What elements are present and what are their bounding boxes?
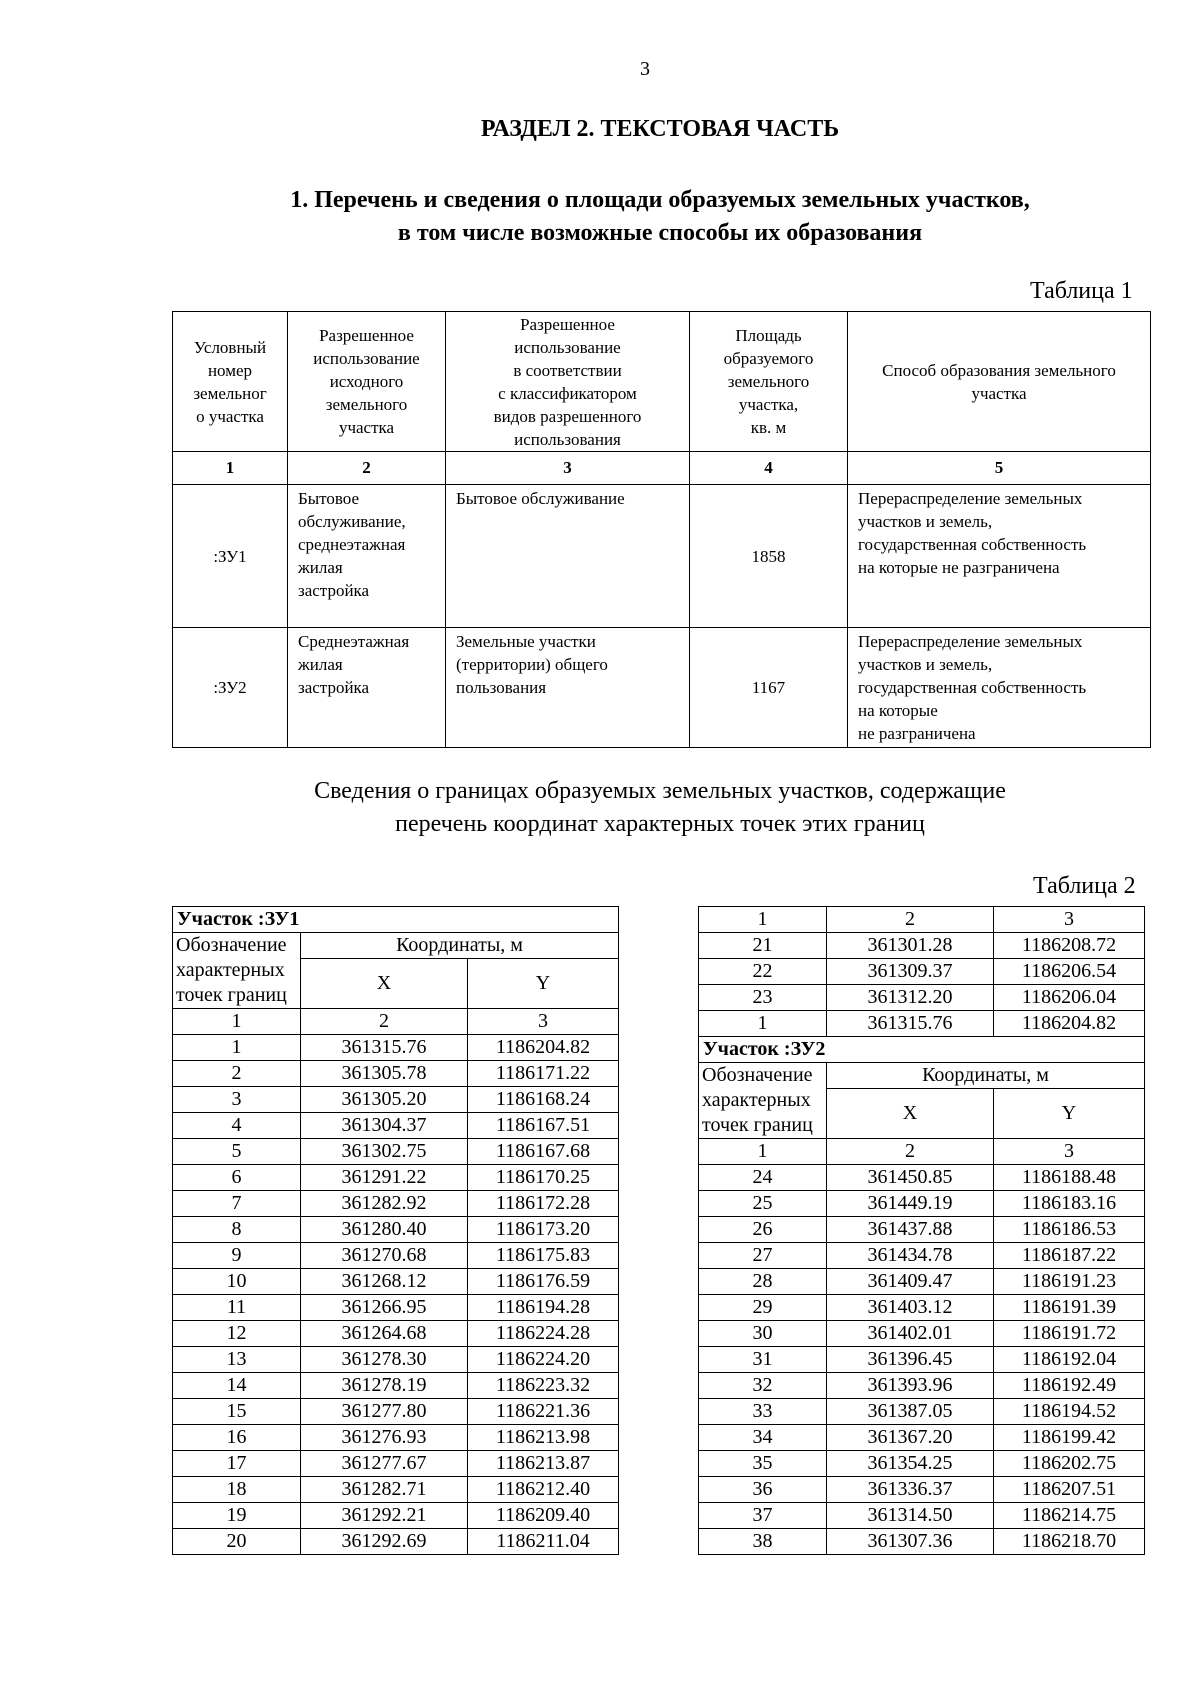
column-number: 3: [468, 1009, 619, 1035]
table-row: [173, 1321, 619, 1347]
point-number: 9: [173, 1243, 301, 1269]
designation-header: Обозначение характерных точек границ: [699, 1063, 827, 1139]
table-row: [699, 1217, 1145, 1243]
table-row: [699, 959, 1145, 985]
point-number: 15: [173, 1399, 301, 1425]
y-coordinate: 1186213.98: [468, 1425, 619, 1451]
y-coordinate: 1186170.25: [468, 1165, 619, 1191]
x-coordinate: 361403.12: [827, 1295, 994, 1321]
x-coordinate: 361270.68: [301, 1243, 468, 1269]
header-cell: Площадь образуемого земельного участка, кв. м: [690, 312, 848, 452]
point-number: 24: [699, 1165, 827, 1191]
y-coordinate: 1186213.87: [468, 1451, 619, 1477]
table-row: [173, 1061, 619, 1087]
point-number: 13: [173, 1347, 301, 1373]
plot-2-points: [699, 1165, 1145, 1555]
x-coordinate: 361305.78: [301, 1061, 468, 1087]
y-coordinate: 1186206.54: [994, 959, 1145, 985]
column-number: 1: [173, 452, 288, 485]
table-row: [173, 1087, 619, 1113]
point-number: 4: [173, 1113, 301, 1139]
x-coordinate: 361314.50: [827, 1503, 994, 1529]
plot-1-points: [173, 1035, 619, 1555]
x-coordinate: 361434.78: [827, 1243, 994, 1269]
table-row: [173, 1503, 619, 1529]
table-1-column-numbers-row: [173, 452, 1151, 485]
column-number: 4: [690, 452, 848, 485]
plot-area: 1167: [690, 628, 848, 748]
point-number: 38: [699, 1529, 827, 1555]
y-coordinate: 1186191.39: [994, 1295, 1145, 1321]
x-coordinate: 361301.28: [827, 933, 994, 959]
y-coordinate: 1186206.04: [994, 985, 1145, 1011]
table-row: [173, 1139, 619, 1165]
table-row: [173, 485, 1151, 628]
table-row: [699, 1529, 1145, 1555]
point-number: 3: [173, 1087, 301, 1113]
y-coordinate: 1186192.04: [994, 1347, 1145, 1373]
x-coordinate: 361367.20: [827, 1425, 994, 1451]
point-number: 14: [173, 1373, 301, 1399]
y-coordinate: 1186175.83: [468, 1243, 619, 1269]
table-row: [699, 1269, 1145, 1295]
x-header: X: [301, 959, 468, 1009]
y-coordinate: 1186191.23: [994, 1269, 1145, 1295]
table-1-label: Таблица 1: [1030, 278, 1133, 304]
y-coordinate: 1186224.28: [468, 1321, 619, 1347]
y-coordinate: 1186204.82: [468, 1035, 619, 1061]
original-use: Бытовое обслуживание, среднеэтажная жилая застройка: [288, 485, 446, 628]
y-header: Y: [468, 959, 619, 1009]
point-number: 17: [173, 1451, 301, 1477]
point-number: 33: [699, 1399, 827, 1425]
column-number: 1: [699, 1139, 827, 1165]
table-row: [173, 1451, 619, 1477]
x-coordinate: 361307.36: [827, 1529, 994, 1555]
y-coordinate: 1186224.20: [468, 1347, 619, 1373]
table-1-header-row: [173, 312, 1151, 452]
table-row: [699, 1451, 1145, 1477]
point-number: 22: [699, 959, 827, 985]
x-coordinate: 361277.67: [301, 1451, 468, 1477]
point-number: 10: [173, 1269, 301, 1295]
table-row: [173, 1295, 619, 1321]
point-number: 16: [173, 1425, 301, 1451]
point-number: 26: [699, 1217, 827, 1243]
x-coordinate: 361282.92: [301, 1191, 468, 1217]
plot-title: Участок :ЗУ2: [699, 1037, 1145, 1063]
table-row: [173, 628, 1151, 748]
point-number: 35: [699, 1451, 827, 1477]
classified-use: Бытовое обслуживание: [446, 485, 690, 628]
column-number: 2: [301, 1009, 468, 1035]
point-number: 20: [173, 1529, 301, 1555]
table-row: [173, 1113, 619, 1139]
x-coordinate: 361304.37: [301, 1113, 468, 1139]
x-coordinate: 361396.45: [827, 1347, 994, 1373]
plot-1-points-continued: [699, 933, 1145, 1037]
x-coordinate: 361266.95: [301, 1295, 468, 1321]
y-coordinate: 1186221.36: [468, 1399, 619, 1425]
point-number: 1: [173, 1035, 301, 1061]
y-coordinate: 1186188.48: [994, 1165, 1145, 1191]
y-header: Y: [994, 1089, 1145, 1139]
table-row: [699, 1373, 1145, 1399]
column-number: 2: [288, 452, 446, 485]
table-row: [173, 1269, 619, 1295]
y-coordinate: 1186191.72: [994, 1321, 1145, 1347]
table-row: [173, 1165, 619, 1191]
column-number: 3: [446, 452, 690, 485]
y-coordinate: 1186172.28: [468, 1191, 619, 1217]
table-row: [173, 1191, 619, 1217]
x-coordinate: 361312.20: [827, 985, 994, 1011]
point-number: 18: [173, 1477, 301, 1503]
x-coordinate: 361278.19: [301, 1373, 468, 1399]
x-coordinate: 361280.40: [301, 1217, 468, 1243]
x-coordinate: 361309.37: [827, 959, 994, 985]
x-header: X: [827, 1089, 994, 1139]
coordinates-header: Координаты, м: [827, 1063, 1145, 1089]
y-coordinate: 1186209.40: [468, 1503, 619, 1529]
y-coordinate: 1186214.75: [994, 1503, 1145, 1529]
table-row: [699, 1191, 1145, 1217]
x-coordinate: 361268.12: [301, 1269, 468, 1295]
y-coordinate: 1186167.68: [468, 1139, 619, 1165]
x-coordinate: 361402.01: [827, 1321, 994, 1347]
designation-header: Обозначение характерных точек границ: [173, 933, 301, 1009]
table-row: [173, 1373, 619, 1399]
coordinates-title-line-2: перечень координат характерных точек этих границ: [395, 811, 925, 837]
table-row: [699, 1425, 1145, 1451]
x-coordinate: 361354.25: [827, 1451, 994, 1477]
y-coordinate: 1186223.32: [468, 1373, 619, 1399]
table-row: [699, 1503, 1145, 1529]
y-coordinate: 1186176.59: [468, 1269, 619, 1295]
x-coordinate: 361291.22: [301, 1165, 468, 1191]
table-row: [699, 1321, 1145, 1347]
table-row: [173, 1243, 619, 1269]
point-number: 27: [699, 1243, 827, 1269]
point-number: 36: [699, 1477, 827, 1503]
subtitle: [0, 184, 1200, 250]
point-number: 2: [173, 1061, 301, 1087]
point-number: 21: [699, 933, 827, 959]
coordinates-title: [0, 775, 1200, 841]
table-row: [173, 1477, 619, 1503]
point-number: 8: [173, 1217, 301, 1243]
table-row: [173, 1347, 619, 1373]
plot-title: Участок :ЗУ1: [173, 907, 619, 933]
x-coordinate: 361315.76: [301, 1035, 468, 1061]
column-number: 5: [848, 452, 1151, 485]
header-cell: Разрешенное использование в соответствии с классификатором видов разрешенного использования: [446, 312, 690, 452]
point-number: 7: [173, 1191, 301, 1217]
y-coordinate: 1186218.70: [994, 1529, 1145, 1555]
point-number: 6: [173, 1165, 301, 1191]
header-cell: Способ образования земельного участка: [848, 312, 1151, 452]
x-coordinate: 361305.20: [301, 1087, 468, 1113]
point-number: 5: [173, 1139, 301, 1165]
y-coordinate: 1186187.22: [994, 1243, 1145, 1269]
y-coordinate: 1186199.42: [994, 1425, 1145, 1451]
point-number: 32: [699, 1373, 827, 1399]
x-coordinate: 361409.47: [827, 1269, 994, 1295]
x-coordinate: 361302.75: [301, 1139, 468, 1165]
x-coordinate: 361450.85: [827, 1165, 994, 1191]
y-coordinate: 1186194.52: [994, 1399, 1145, 1425]
x-coordinate: 361393.96: [827, 1373, 994, 1399]
page-number: 3: [640, 58, 650, 80]
table-row: [173, 1035, 619, 1061]
y-coordinate: 1186186.53: [994, 1217, 1145, 1243]
x-coordinate: 361387.05: [827, 1399, 994, 1425]
header-cell: Разрешенное использование исходного земельного участка: [288, 312, 446, 452]
x-coordinate: 361437.88: [827, 1217, 994, 1243]
point-number: 11: [173, 1295, 301, 1321]
subtitle-line-1: 1. Перечень и сведения о площади образуемых земельных участков,: [290, 187, 1030, 213]
column-number: 2: [827, 907, 994, 933]
table-row: [699, 1011, 1145, 1037]
x-coordinate: 361278.30: [301, 1347, 468, 1373]
classified-use: Земельные участки (территории) общего пользования: [446, 628, 690, 748]
y-coordinate: 1186202.75: [994, 1451, 1145, 1477]
table-row: [699, 985, 1145, 1011]
column-number: 3: [994, 907, 1145, 933]
table-row: [699, 933, 1145, 959]
point-number: 31: [699, 1347, 827, 1373]
table-2-label: Таблица 2: [1033, 873, 1136, 899]
subtitle-line-2: в том числе возможные способы их образования: [397, 220, 923, 246]
y-coordinate: 1186211.04: [468, 1529, 619, 1555]
table-row: [699, 1347, 1145, 1373]
y-coordinate: 1186204.82: [994, 1011, 1145, 1037]
x-coordinate: 361292.21: [301, 1503, 468, 1529]
y-coordinate: 1186207.51: [994, 1477, 1145, 1503]
y-coordinate: 1186212.40: [468, 1477, 619, 1503]
point-number: 29: [699, 1295, 827, 1321]
table-row: [699, 1243, 1145, 1269]
column-number: 2: [827, 1139, 994, 1165]
point-number: 1: [699, 1011, 827, 1037]
y-coordinate: 1186183.16: [994, 1191, 1145, 1217]
plot-area: 1858: [690, 485, 848, 628]
header-cell: Условный номер земельног о участка: [173, 312, 288, 452]
table-row: [699, 1295, 1145, 1321]
plot-id: :ЗУ2: [173, 628, 288, 748]
point-number: 30: [699, 1321, 827, 1347]
table-row: [173, 1529, 619, 1555]
x-coordinate: 361276.93: [301, 1425, 468, 1451]
y-coordinate: 1186192.49: [994, 1373, 1145, 1399]
x-coordinate: 361315.76: [827, 1011, 994, 1037]
point-number: 19: [173, 1503, 301, 1529]
point-number: 25: [699, 1191, 827, 1217]
section-title: РАЗДЕЛ 2. ТЕКСТОВАЯ ЧАСТЬ: [480, 116, 840, 142]
land-plots-table: [172, 311, 1151, 748]
coordinates-table-right: [698, 906, 1145, 1555]
y-coordinate: 1186208.72: [994, 933, 1145, 959]
point-number: 37: [699, 1503, 827, 1529]
original-use: Среднеэтажная жилая застройка: [288, 628, 446, 748]
x-coordinate: 361282.71: [301, 1477, 468, 1503]
x-coordinate: 361292.69: [301, 1529, 468, 1555]
formation-method: Перераспределение земельных участков и земель, государственная собственность на которые не разграничена: [848, 628, 1151, 748]
y-coordinate: 1186194.28: [468, 1295, 619, 1321]
coordinates-header: Координаты, м: [301, 933, 619, 959]
coordinates-table-left: [172, 906, 619, 1555]
x-coordinate: 361264.68: [301, 1321, 468, 1347]
point-number: 23: [699, 985, 827, 1011]
column-number: 3: [994, 1139, 1145, 1165]
column-number: 1: [173, 1009, 301, 1035]
table-row: [173, 1399, 619, 1425]
point-number: 34: [699, 1425, 827, 1451]
table-row: [173, 1217, 619, 1243]
y-coordinate: 1186171.22: [468, 1061, 619, 1087]
table-row: [699, 1477, 1145, 1503]
column-number: 1: [699, 907, 827, 933]
table-row: [173, 1425, 619, 1451]
point-number: 12: [173, 1321, 301, 1347]
y-coordinate: 1186168.24: [468, 1087, 619, 1113]
table-row: [699, 1165, 1145, 1191]
x-coordinate: 361449.19: [827, 1191, 994, 1217]
plot-id: :ЗУ1: [173, 485, 288, 628]
coordinates-title-line-1: Сведения о границах образуемых земельных участков, содержащие: [314, 778, 1006, 804]
x-coordinate: 361277.80: [301, 1399, 468, 1425]
point-number: 28: [699, 1269, 827, 1295]
table-row: [699, 1399, 1145, 1425]
y-coordinate: 1186167.51: [468, 1113, 619, 1139]
formation-method: Перераспределение земельных участков и земель, государственная собственность на которые не разграничена: [848, 485, 1151, 628]
y-coordinate: 1186173.20: [468, 1217, 619, 1243]
x-coordinate: 361336.37: [827, 1477, 994, 1503]
